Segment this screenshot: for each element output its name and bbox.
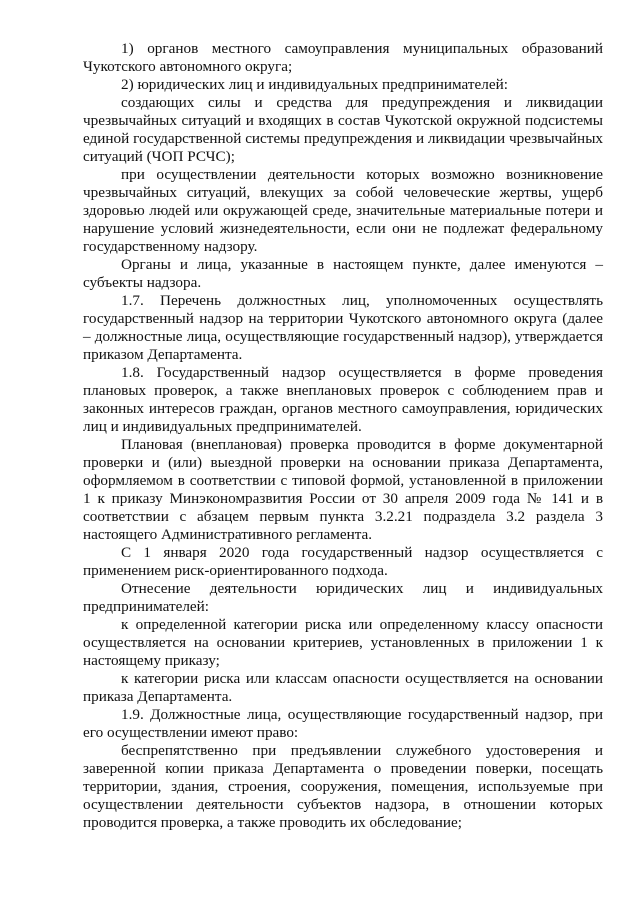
paragraph-local-governments: 1) органов местного самоуправления муниципальных образований Чукотского автономного округа; <box>83 40 603 75</box>
paragraph-1-9-officials-rights: 1.9. Должностные лица, осуществляющие государственный надзор, при его осуществлении имеют право: <box>83 706 603 741</box>
paragraph-1-7-officials-list: 1.7. Перечень должностных лиц, уполномоченных осуществлять государственный надзор на территории Чукотского автономного округа (далее – должностные лица, осуществляющие государственный надзор), утверждается приказом Департамента. <box>83 292 603 363</box>
paragraph-emergency-forces: создающих силы и средства для предупреждения и ликвидации чрезвычайных ситуаций и входящих в состав Чукотской окружной подсистемы единой государственной системы предупреждения и ликвидации чрезвычайных ситуаций (ЧОП РСЧС); <box>83 94 603 165</box>
paragraph-legal-entities: 2) юридических лиц и индивидуальных предпринимателей: <box>121 76 508 93</box>
paragraph-right-to-visit: беспрепятственно при предъявлении служебного удостоверения и заверенной копии приказа Департамента о проведении поверки, посещать территории, здания, строения, сооружения, помещения, используемые при осуществлении деятельности субъектов надзора, в отношении которых проводится проверка, а также проводить их обследование; <box>83 742 603 831</box>
paragraph-risk-category-criteria: к определенной категории риска или определенному классу опасности осуществляется на основании критериев, установленных в приложении 1 к настоящему приказу; <box>83 616 603 669</box>
paragraph-activity-classification: Отнесение деятельности юридических лиц и индивидуальных предпринимателей: <box>83 580 603 615</box>
paragraph-risk-category-order: к категории риска или классам опасности осуществляется на основании приказа Департамента. <box>83 670 603 705</box>
paragraph-risk-oriented-approach: С 1 января 2020 года государственный надзор осуществляется с применением риск-ориентированного подхода. <box>83 544 603 579</box>
paragraph-1-8-inspection-forms: 1.8. Государственный надзор осуществляется в форме проведения плановых проверок, а также внеплановых проверок с соблюдением прав и законных интересов граждан, органов местного самоуправления, юридических лиц и индивидуальных предпринимателей. <box>83 364 603 435</box>
paragraph-supervision-subjects: Органы и лица, указанные в настоящем пункте, далее именуются – субъекты надзора. <box>83 256 603 291</box>
paragraph-emergency-risk-activities: при осуществлении деятельности которых возможно возникновение чрезвычайных ситуаций, влекущих за собой человеческие жертвы, ущерб здоровью людей или окружающей среде, значительные материальные потери и нарушение условий жизнедеятельности, если они не подлежат федеральному государственному надзору. <box>83 166 603 255</box>
paragraph-scheduled-inspection: Плановая (внеплановая) проверка проводится в форме документарной проверки и (или) выездной проверки на основании приказа Департамента, оформляемом в соответствии с типовой формой, установленной в приложении 1 к приказу Минэкономразвития России от 30 апреля 2009 года № 141 и в соответствии с абзацем первым пункта 3.2.21 подраздела 3.2 раздела 3 настоящего Административного регламента. <box>83 436 603 543</box>
document-page <box>83 40 603 832</box>
